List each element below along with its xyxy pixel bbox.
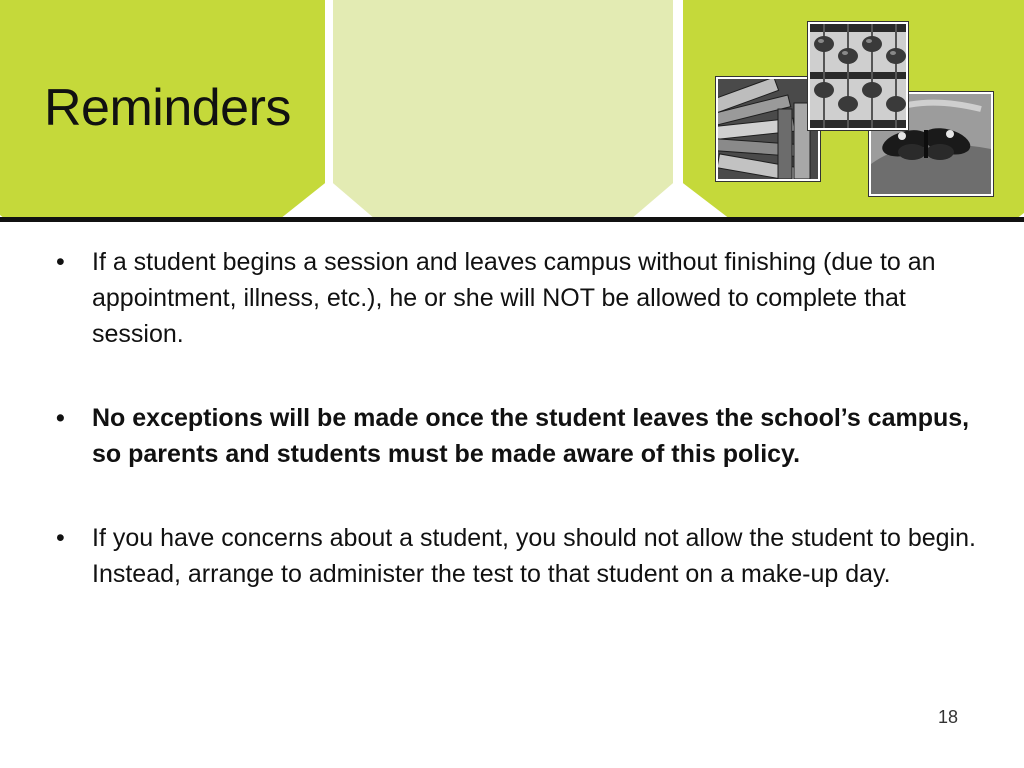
page-number: 18 [938,707,959,727]
books-photo [716,77,820,181]
header-divider [0,217,1024,222]
bullet-item [56,400,986,472]
bullet-item [56,520,986,592]
header-panel-middle [333,0,673,218]
bullet-text: No exceptions will be made once the student leaves the school’s campus, so parents and students must be made aware of this policy. [92,404,970,468]
bullet-list [56,244,986,640]
abacus-photo [808,22,908,130]
slide-title: Reminders [44,79,291,137]
bullet-marker: • [56,524,65,552]
bullet-marker: • [56,404,65,432]
bullet-text: If a student begins a session and leaves campus without finishing (due to an appointment, illness, etc.), he or she will NOT be allowed to complete that session. [92,248,936,348]
photo-collage [712,20,994,196]
bullet-text: If you have concerns about a student, you should not allow the student to begin. Instead, arrange to administer the test to that student on a make-up day. [92,524,976,588]
bullet-marker: • [56,248,65,276]
bullet-item [56,244,986,352]
